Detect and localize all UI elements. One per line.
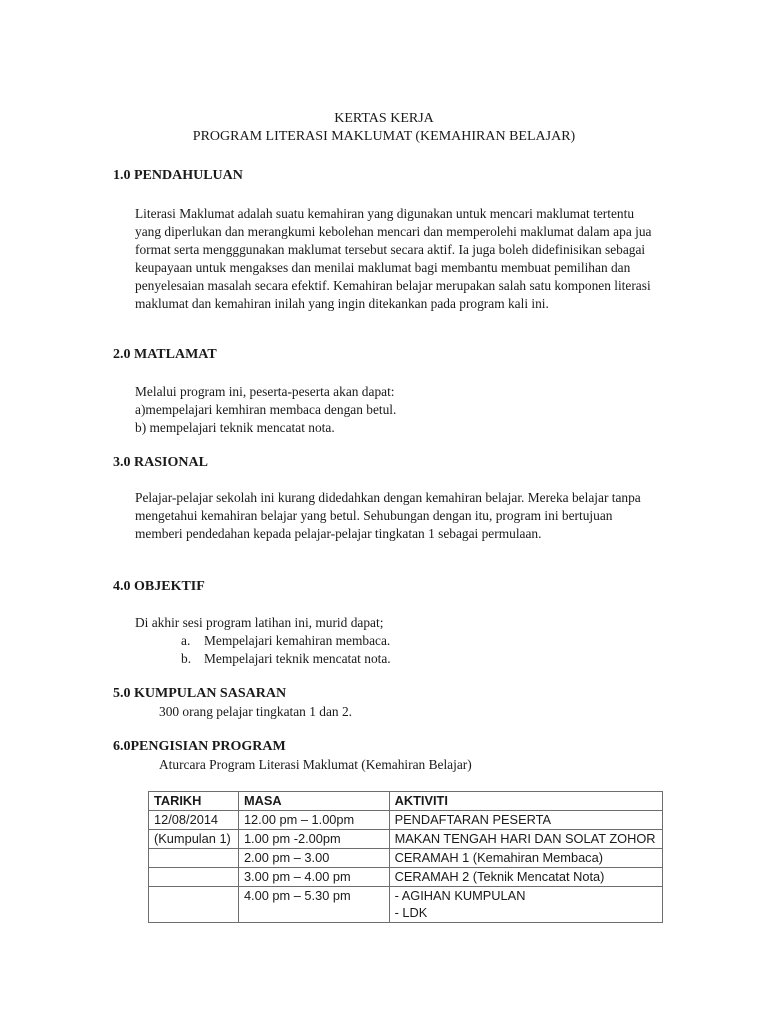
list-text: Mempelajari kemahiran membaca. [204,633,391,648]
pengisian-subtitle: Aturcara Program Literasi Maklumat (Kemahiran Belajar) [159,757,472,772]
list-marker: a. [181,633,191,648]
heading-matlamat: 2.0 MATLAMAT [113,347,217,362]
cell-masa: 12.00 pm – 1.00pm [238,811,389,830]
heading-pendahuluan: 1.0 PENDAHULUAN [113,168,243,183]
header-tarikh: TARIKH [149,792,239,811]
cell-masa: 3.00 pm – 4.00 pm [238,868,389,887]
schedule-table [148,791,663,923]
cell-aktiviti [389,887,662,923]
list-marker: b. [181,651,192,666]
aktiviti-line: - LDK [394,905,428,920]
heading-pengisian: 6.0PENGISIAN PROGRAM [113,739,286,754]
table-row [149,868,663,887]
table-row [149,887,663,923]
table-row [149,849,663,868]
para-pendahuluan: Literasi Maklumat adalah suatu kemahiran yang digunakan untuk mencari maklumat tertentu yang diperlukan dan merangkumi kebolehan mencari dan memperolehi maklumat dalam apa jua format serta mengggunakan maklumat tersebut secara aktif. Ia juga boleh didefinisikan sebagai keupayaan untuk mengakses dan menilai maklumat bagi membantu membuat pemilihan dan penyelesaian masalah secara efektif. Kemahiran belajar merupakan salah satu komponen literasi maklumat dan kemahiran inilah yang ingin ditekankan pada program kali ini. [135,206,652,311]
para-rasional: Pelajar-pelajar sekolah ini kurang didedahkan dengan kemahiran belajar. Mereka belajar tanpa mengetahui kemahiran belajar yang betul. Sehubungan dengan itu, program ini bertujuan memberi pendedahan kepada pelajar-pelajar tingkatan 1 sebagai permulaan. [135,490,641,541]
doc-subtitle: PROGRAM LITERASI MAKLUMAT (KEMAHIRAN BELAJAR) [192,129,576,144]
cell-tarikh: (Kumpulan 1) [149,830,239,849]
heading-objektif: 4.0 OBJEKTIF [113,579,205,594]
objektif-item [181,650,391,668]
matlamat-item-a: a)mempelajari kemhiran membaca dengan betul. [135,402,397,417]
cell-masa: 4.00 pm – 5.30 pm [238,887,389,923]
cell-masa: 1.00 pm -2.00pm [238,830,389,849]
heading-rasional: 3.0 RASIONAL [113,455,208,470]
cell-aktiviti: CERAMAH 1 (Kemahiran Membaca) [389,849,662,868]
list-text: Mempelajari teknik mencatat nota. [204,651,391,666]
header-masa: MASA [238,792,389,811]
table-row [149,830,663,849]
cell-tarikh [149,887,239,923]
header-aktiviti: AKTIVITI [389,792,662,811]
table-header-row [149,792,663,811]
cell-aktiviti: PENDAFTARAN PESERTA [389,811,662,830]
sasaran-text: 300 orang pelajar tingkatan 1 dan 2. [159,704,352,719]
aktiviti-line: - AGIHAN KUMPULAN [394,888,526,903]
cell-tarikh [149,868,239,887]
objektif-item [181,632,390,650]
cell-tarikh [149,849,239,868]
objektif-intro: Di akhir sesi program latihan ini, murid dapat; [135,615,384,630]
matlamat-item-b: b) mempelajari teknik mencatat nota. [135,420,335,435]
cell-aktiviti: MAKAN TENGAH HARI DAN SOLAT ZOHOR [389,830,662,849]
cell-masa: 2.00 pm – 3.00 [238,849,389,868]
cell-tarikh: 12/08/2014 [149,811,239,830]
matlamat-intro: Melalui program ini, peserta-peserta akan dapat: [135,384,395,399]
heading-sasaran: 5.0 KUMPULAN SASARAN [113,686,287,701]
table-row [149,811,663,830]
cell-aktiviti: CERAMAH 2 (Teknik Mencatat Nota) [389,868,662,887]
doc-title: KERTAS KERJA [334,111,434,126]
